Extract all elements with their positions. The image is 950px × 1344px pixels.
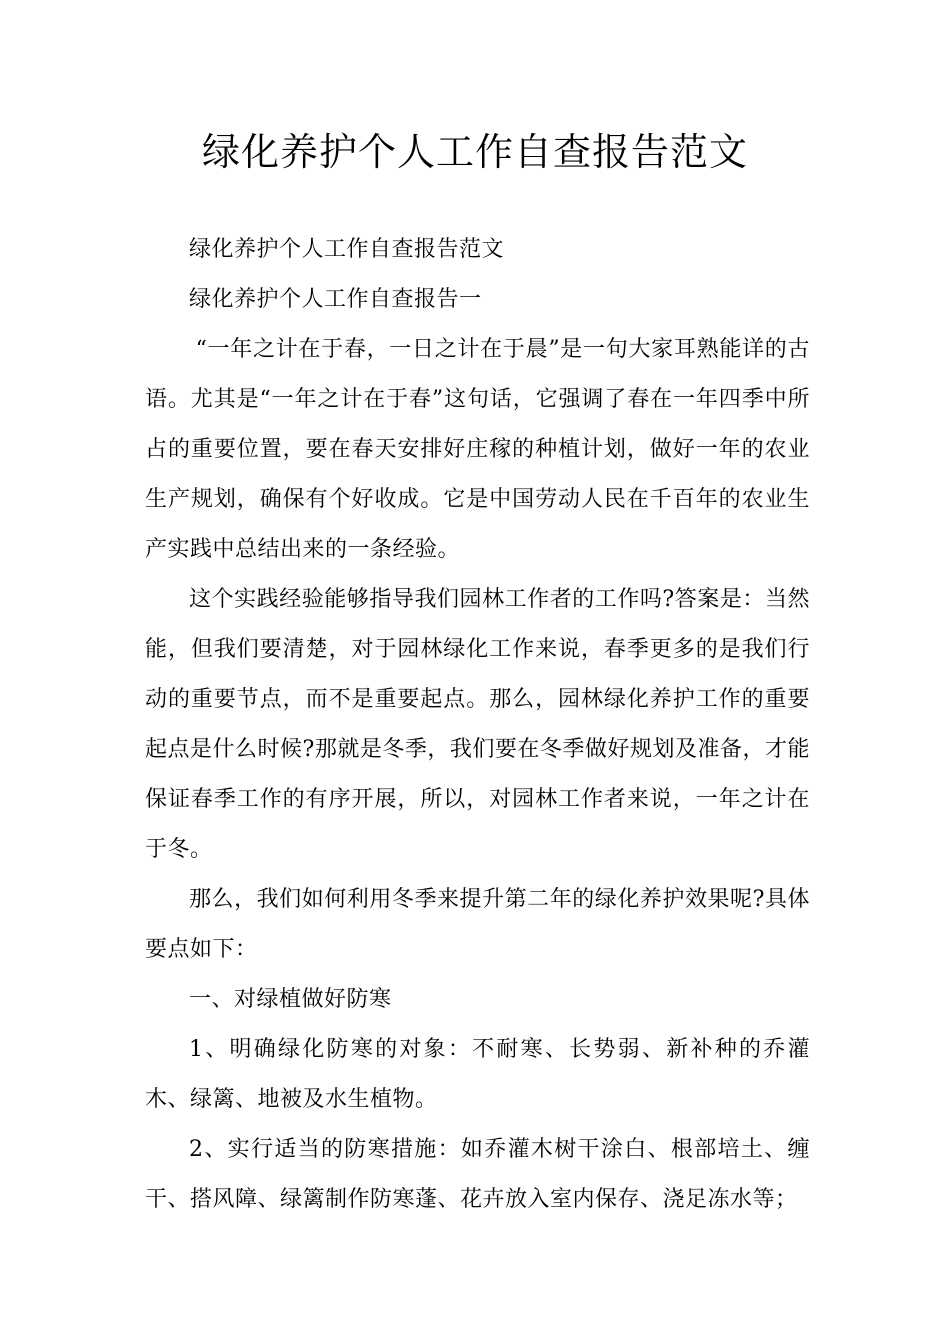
paragraph-section-heading: 绿化养护个人工作自查报告一 [189, 287, 482, 312]
paragraph-heading-cold-protection: 一、对绿植做好防寒 [189, 987, 392, 1012]
paragraph-how: 那么，我们如何利用冬季来提升第二年的绿化养护效果呢?具体要点如下： [145, 887, 810, 962]
paragraph-subtitle: 绿化养护个人工作自查报告范文 [189, 237, 505, 262]
paragraph-practice: 这个实践经验能够指导我们园林工作者的工作吗?答案是：当然能，但我们要清楚，对于园林绿化工作来说，春季更多的是我们行动的重要节点，而不是重要起点。那么，园林绿化养护工作的重要起点是什么时候?那就是冬季，我们要在冬季做好规划及准备，才能保证春季工作的有序开展，所以，对园林工作者来说，一年之计在于冬。 [145, 587, 810, 862]
paragraph-item-1: 1、明确绿化防寒的对象：不耐寒、长势弱、新补种的乔灌木、绿篱、地被及水生植物。 [145, 1037, 810, 1112]
paragraph-proverb: “一年之计在于春，一日之计在于晨”是一句大家耳熟能详的古语。尤其是“一年之计在于春”这句话，它强调了春在一年四季中所占的重要位置，要在春天安排好庄稼的种植计划，做好一年的农业生产规划，确保有个好收成。它是中国劳动人民在千百年的农业生产实践中总结出来的一条经验。 [145, 337, 810, 562]
document-title: 绿化养护个人工作自查报告范文 [201, 130, 748, 174]
document-body [145, 225, 810, 1225]
paragraph-item-2: 2、实行适当的防寒措施：如乔灌木树干涂白、根部培土、缠干、搭风障、绿篱制作防寒蓬、花卉放入室内保存、浇足冻水等； [145, 1137, 810, 1212]
